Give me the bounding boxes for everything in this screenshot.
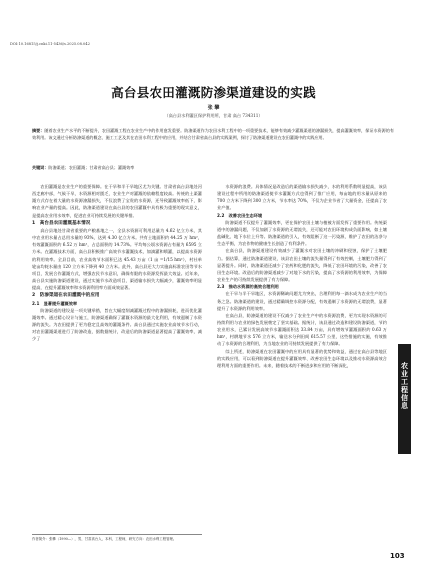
left-column-paragraph: 防渗渠道的建设是一项关键举措，旨在大幅度削减灌溉过程中的渗漏损耗，进而优化灌溉效率。通过精心设计与施工，防渗渠道确保了灌溉水资源的最大化利用，有效遏制了水资源的流失。为农田提供了更为稳定且高效的灌溉条件。高台县通过实施农业高效节水行动，对农田灌溉渠道进行了防渗改造，据数据统计，改造后的防渗渠道显著提高了灌溉效率，减少了 bbox=[32, 307, 202, 342]
keywords-label: 关键词： bbox=[32, 165, 49, 170]
left-column-heading: 2 防渗渠道在农田灌溉中的应用 bbox=[32, 293, 100, 299]
abstract-label: 摘要： bbox=[32, 128, 45, 133]
abstract-text: 随着农业生产水平的不断提升，农田灌溉工程在农业生产中的作用愈发重要。防渗渠道作为农田水利工程中的一项重要技术，能够有效减少灌溉渠道的渗漏损失，提高灌溉效率，保证水资源的有效利用。该文通过分析防渗渠道的概念、施工工艺及其在农田水利工程中的应用，并结合甘肃省高台县的实践案例，探讨了防渗渠道建设在农田灌溉中的实践应用。 bbox=[32, 128, 394, 140]
right-column-paragraph: 综上所述，防渗渠道在农田灌溉中的应用具有显著的优势和效益，通过在高台县等地区的实践应用，可以看到防渗渠道在提升灌溉效率、改善农田生态环境以及推动水资源高效合理利用方面的重要作用。未来，随着技术的不断进步和应用的不断深化， bbox=[217, 348, 387, 368]
abstract bbox=[32, 128, 394, 141]
left-column-paragraph: 农田灌溉是农业生产的重要保障。在干旱和半干旱地区尤为关键。甘肃省高台县地处河西走廊中部，气候干旱，水资源相对匮乏，农业生产对灌溉的依赖程度较高。传统的土渠灌溉方式存在着大量的水资源渗漏损失，不仅浪费了宝贵的水资源，还导致灌溉效率低下，影响农业产量的提高。因此，防渗渠道建设在高台县的农田灌溉中具有极为重要的现实意义，是提高农业用水效率，促进农业可持续发展的关键举措。 bbox=[32, 184, 202, 218]
author-footnote: 作者简介：张攀（1990—），男，甘肃高台人，本科，工程师，研究方向：农田水利工程管理。 bbox=[32, 534, 202, 542]
right-column-paragraph: 在高台县，防渗渠道的建设不仅减少了农业生产中的水资源浪费，更为实现水资源的可持续利用与农业的绿色发展奠定了坚实基础。据统计，该县通过改造和建设防渗渠道，节约农业用水，已累计发展高效节水灌溉面积达 33.84 万亩，具有增效节灌溉面积约 0.63 万 hm²，村耕地节水 576 立方米，输送水分到田间 615.57 公里，这些措施的实施，有效推动了水资源的合理利用，为当地农业的可持续发展提供了有力保障。 bbox=[217, 312, 387, 347]
body-right-column bbox=[217, 183, 387, 369]
right-column-paragraph: 在高台县，防渗渠道建设有效减少了灌溉水对农田土壤的冲刷和侵蚀，保护了土壤肥力。据估算，通过防渗渠道建设，该县农田土壤的流失量得到了有效控制，土壤肥力得到了显著提升。同时，防渗渠道还减少了农药和化肥的流失，降低了农田环境的污染，改善了农田生态环境。改造后的防渗渠道减少了对地下水的污染，提高了水资源的利用效率，为保障农业生产的可持续发展提供了有力保障。 bbox=[217, 248, 387, 283]
right-column-paragraph: 水资源的浪费。具体情况是改造后的渠道输水损失减少，水的利用系数明显提高，该县建设过程中所用的防渗渠道使节水灌溉方式也得到了推广应用，每亩地的用水量从原来的 700 立方米下降到 300 立方米，节水率达 70%，不仅为企业节省了大量资金，还提高了农业产值。 bbox=[217, 184, 387, 211]
keywords bbox=[32, 165, 394, 171]
doi-line: DOI:10.16815/j.cnki.11-5436/s.2025.08.042 bbox=[10, 42, 90, 46]
right-column-heading: 2.2 改善农田生态环境 bbox=[217, 212, 263, 218]
right-column-paragraph: 防渗渠道不仅提升了灌溉效率，更在保护农田土壤与植被方面发挥了重要作用。传统渠道中的渗漏问题，不仅加剧了水资源的无谓流失，还可能对农田环境构成负面影响，如土壤盐碱化、地下水位上升等。防渗渠道的引入，有效阻断了这一污染源，维护了农田的洁净与生态平衡，为农作物的健康生长创造了有利条件。 bbox=[217, 219, 387, 247]
article-title: 高台县农田灌溉防渗渠道建设的实践 bbox=[111, 85, 316, 100]
keywords-text: 防渗渠道；农田灌溉；甘肃省高台县；灌溉效率 bbox=[48, 165, 135, 170]
right-column-paragraph: 在干旱与半干旱地区，水资源稀缺问题尤为突出，合理利用每一滴水成为农业生产的当务之急。防渗渠道的建设，通过精确调控水资源分配，有效遏制了水资源的无谓浪费，显著提升了水资源的利用效率。 bbox=[217, 291, 387, 311]
page-number: 103 bbox=[390, 552, 405, 560]
author-affiliation: （高台县水利灌区保护利用所，甘肃 高台 734311） bbox=[164, 113, 263, 118]
body-left-column bbox=[32, 183, 202, 342]
left-column-heading: 2.1 显著提升灌溉效率 bbox=[32, 300, 78, 306]
left-column-paragraph: 高台县地处甘肃省重要的产粮基地之一，全县水资源可利用总量为 4.62 亿立方米，其中农业用水量占总用水量的 93%，达到 4.30 亿立方米。共有土地面积约 44.25 万 hm²，有效灌溉面积约 6.52 万 hm²，占总面积的 14.73%。平均每公顷水资源占有量为 6595 立方米。在灌溉技术方面，高台县积极推广高效节水灌溉技术，如滴灌和喷灌，以提高水资源的利用效率。全县目前，农业高效节水面积已达 45.43 万亩（1 亩 =1/15 hm²），村社单轮亩均耗水量由 120 立方米下降到 40 立方米。此外，高台县还大力实施高标准农田等节水项目，发展合作灌溉方式，增强农民节水意识，确保有限的水资源发挥最大效益。近年来，高台县实施防渗渠道建设，通过实施节水改造项目，渠道输水损失大幅减少，灌溉效率明显提高，在提升灌溉效率和水资源利用率方面成效显著。 bbox=[32, 227, 202, 291]
left-column-heading: 1 高台县农田灌溉基本情况 bbox=[32, 220, 91, 226]
right-column-heading: 2.3 推动水资源的高效合理利用 bbox=[217, 284, 279, 290]
section-sidebar-label: 农业工程信息 bbox=[401, 362, 408, 410]
author-name: 张 攀 bbox=[207, 105, 220, 111]
